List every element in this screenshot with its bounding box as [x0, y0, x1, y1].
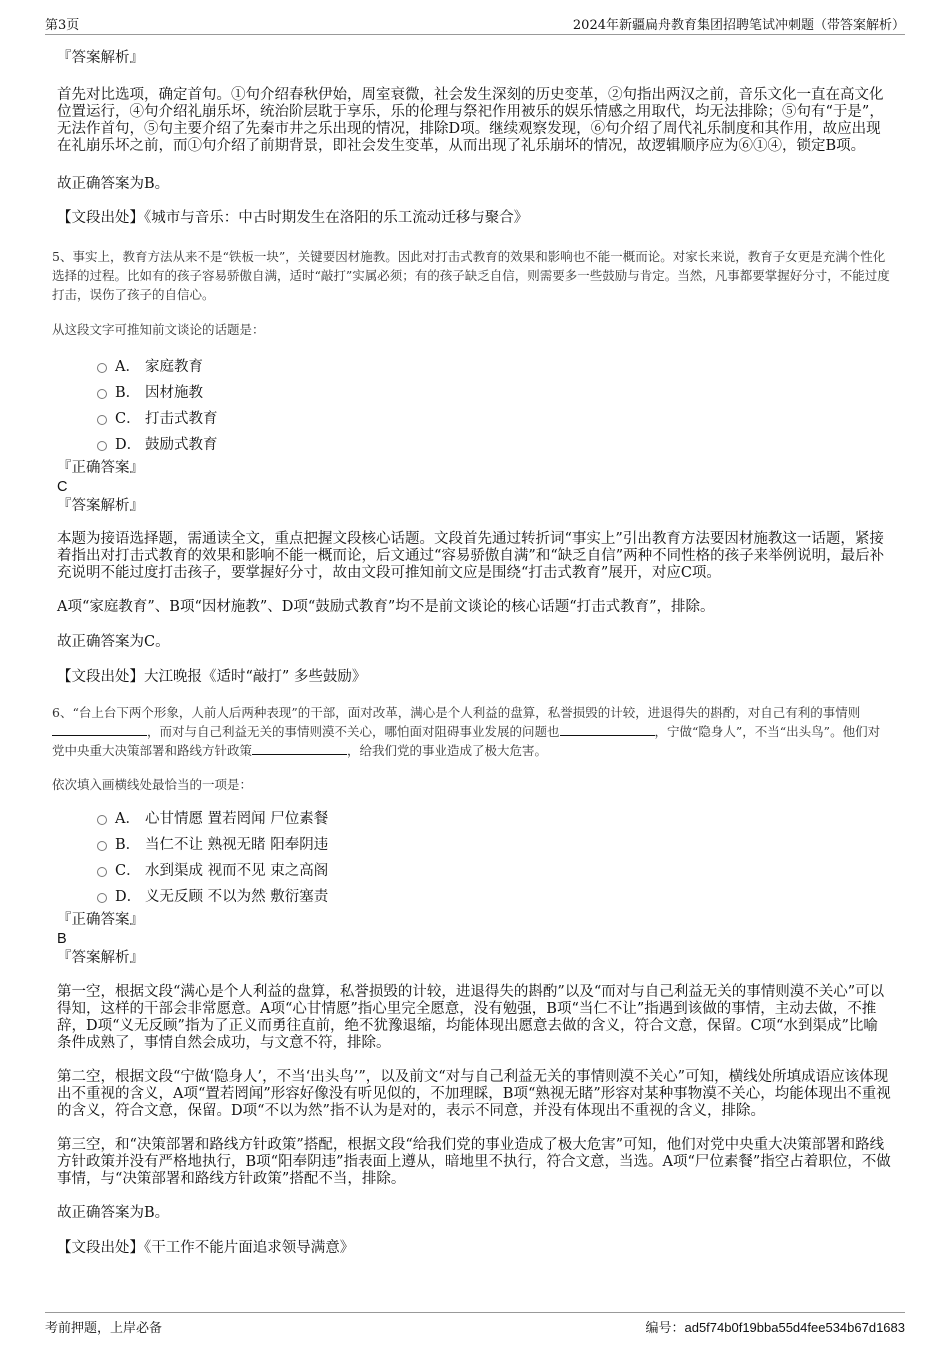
option-letter: D．: [115, 437, 142, 453]
code-label: 编号：: [645, 1321, 685, 1336]
q6-stem-part-1: 6、“台上台下两个形象，人前人后两种表现”的干部，面对改革，满心是个人利益的盘算，私誉损毁的计较，进退得失的斟酌，对自己有利的事情则: [52, 705, 861, 720]
footer-slogan: 考前押题，上岸必备: [45, 1321, 163, 1336]
q6-stem: [52, 703, 892, 760]
option-letter: D．: [115, 889, 142, 905]
page-number: 第3页: [45, 18, 80, 33]
q5-prompt: 从这段文字可推知前文谈论的话题是：: [52, 322, 265, 337]
q5-conclusion: 故正确答案为C。: [57, 634, 170, 650]
option-text: 家庭教育: [145, 359, 203, 375]
radio-icon[interactable]: [97, 363, 107, 373]
q5-analysis-paragraph-1: 本题为接语选择题，需通读全文，重点把握文段核心话题。文段首先通过转折词“事实上”引出教育方法要因材施教这一话题，紧接着指出对打击式教育的效果和影响不能一概而论，后文通过“容易骄傲自满”和“缺乏自信”两种不同性格的孩子来举例说明，最后补充说明不能过度打击孩子，要掌握好分寸，故由文段可推知前文应是围绕“打击式教育”展开，对应C项。: [57, 531, 885, 581]
page-header: [45, 12, 905, 35]
q6-conclusion: 故正确答案为B。: [57, 1205, 170, 1221]
q6-option-c[interactable]: [57, 858, 892, 884]
q6-option-d[interactable]: [57, 884, 892, 910]
q5-answer-label: 『正确答案』: [57, 460, 144, 476]
radio-icon[interactable]: [97, 841, 107, 851]
option-text: 因材施教: [145, 385, 203, 401]
q4-source: 【文段出处】《城市与音乐：中古时期发生在洛阳的乐工流动迁移与聚合》: [57, 210, 529, 226]
q5-option-c[interactable]: [57, 406, 892, 432]
radio-icon[interactable]: [97, 815, 107, 825]
q6-stem-part-3: ，宁做“隐身人”，不当“出头鸟”。他们对党中央重大决策部署和路线方针政策: [52, 724, 881, 758]
blank-line-1: [52, 723, 147, 736]
q6-stem-part-4: ，给我们党的事业造成了极大危害。: [347, 743, 548, 758]
option-letter: B．: [115, 385, 141, 401]
option-letter: A．: [115, 811, 140, 827]
q6-options: [57, 806, 892, 910]
q6-analysis-paragraph-3: 第三空，和“决策部署和路线方针政策”搭配，根据文段“给我们党的事业造成了极大危害”可知，他们对党中央重大决策部署和路线方针政策并没有严格地执行，B项“阳奉阴违”指表面上遵从，暗地里不执行，符合文意，当选。A项“尸位素餐”指空占着职位，不做事情，与“决策部署和路线方针政策”搭配不当，排除。: [57, 1137, 891, 1187]
q5-option-d[interactable]: [57, 432, 892, 458]
q6-answer-label: 『正确答案』: [57, 912, 144, 928]
q6-option-a[interactable]: [57, 806, 892, 832]
q5-source: 【文段出处】大江晚报《适时“敲打” 多些鼓励》: [57, 669, 367, 685]
q6-analysis-paragraph-1: 第一空，根据文段“满心是个人利益的盘算，私誉损毁的计较，进退得失的斟酌”以及“而对与自己利益无关的事情则漠不关心”可以得知，这样的干部会非常愿意。A项“心甘情愿”指心里完全愿意，没有勉强，B项“当仁不让”指遇到该做的事情，主动去做，不推辞，D项“义无反顾”指为了正义而勇往直前，绝不犹豫退缩，均能体现出愿意去做的含义，符合文意，保留。C项“水到渠成”比喻条件成熟了，事情自然会成功，与文意不符，排除。: [57, 984, 885, 1051]
q5-analysis-paragraph-2: A项“家庭教育”、B项“因材施教”、D项“鼓励式教育”均不是前文谈论的核心话题“打击式教育”，排除。: [57, 599, 715, 615]
page-footer: [45, 1312, 905, 1337]
document-code: [645, 1317, 905, 1336]
q6-analysis-label: 『答案解析』: [57, 950, 144, 966]
q4-conclusion: 故正确答案为B。: [57, 176, 170, 192]
q6-source: 【文段出处】《干工作不能片面追求领导满意》: [57, 1240, 355, 1256]
option-letter: B．: [115, 837, 141, 853]
blank-line-2: [560, 723, 655, 736]
q6-analysis-paragraph-2: 第二空，根据文段“宁做‘隐身人’，不当‘出头鸟’”，以及前文“对与自己利益无关的事情则漠不关心”可知，横线处所填成语应该体现出不重视的含义，A项“置若罔闻”形容好像没有听见似的，不加理睬，B项“熟视无睹”形容对某种事物漠不关心，均能体现出不重视的含义，符合文意，保留。D项“不以为然”指不认为是对的，表示不同意，并没有体现出不重视的含义，排除。: [57, 1069, 891, 1119]
document-title: 2024年新疆扁舟教育集团招聘笔试冲刺题（带答案解析）: [572, 18, 905, 33]
option-text: 鼓励式教育: [145, 437, 218, 453]
q5-option-a[interactable]: [57, 354, 892, 380]
option-text: 打击式教育: [145, 411, 218, 427]
option-text: 义无反顾 不以为然 敷衍塞责: [145, 889, 329, 905]
q5-analysis-label: 『答案解析』: [57, 498, 144, 514]
q6-answer: B: [57, 931, 67, 947]
q5-stem: 5、事实上，教育方法从来不是“铁板一块”，关键要因材施教。因此对打击式教育的效果和影响也不能一概而论。对家长来说，教育子女更是充满个性化选择的过程。比如有的孩子容易骄傲自满，适时“敲打”实属必须；有的孩子缺乏自信，则需要多一些鼓励与肯定。当然，凡事都要掌握好分寸，不能过度打击，误伤了孩子的自信心。: [52, 249, 890, 302]
page-content: [52, 44, 892, 1257]
q5-options: [57, 354, 892, 458]
radio-icon[interactable]: [97, 389, 107, 399]
option-letter: A．: [115, 359, 140, 375]
q4-analysis-paragraph: 首先对比选项，确定首句。①句介绍春秋伊始，周室衰微，社会发生深刻的历史变革，②句指出两汉之前，音乐文化一直在高文化位置运行，④句介绍礼崩乐坏，统治阶层耽于享乐，乐的伦理与祭祀作用被乐的娱乐情感之用取代，均无法排除；⑤句有“于是”，无法作首句，⑤句主要介绍了先秦市井之乐出现的情况，排除D项。继续观察发现，⑥句介绍了周代礼乐制度和其作用，故应出现在礼崩乐坏之前，而①句介绍了前期背景，即社会发生变革，从而出现了礼乐崩坏的情况，故逻辑顺序应为⑥①④，锁定B项。: [57, 87, 884, 154]
option-letter: C．: [115, 863, 141, 879]
option-letter: C．: [115, 411, 141, 427]
q6-prompt: 依次填入画横线处最恰当的一项是：: [52, 777, 253, 792]
option-text: 水到渠成 视而不见 束之高阁: [145, 863, 329, 879]
q4-analysis-label: 『答案解析』: [57, 50, 144, 66]
radio-icon[interactable]: [97, 893, 107, 903]
blank-line-3: [252, 742, 347, 755]
radio-icon[interactable]: [97, 415, 107, 425]
option-text: 当仁不让 熟视无睹 阳奉阴违: [145, 837, 329, 853]
q5-option-b[interactable]: [57, 380, 892, 406]
option-text: 心甘情愿 置若罔闻 尸位素餐: [145, 811, 329, 827]
q5-answer: C: [57, 479, 68, 495]
q6-stem-part-2: ，而对与自己利益无关的事情则漠不关心，哪怕面对阻碍事业发展的问题也: [147, 724, 560, 739]
q6-option-b[interactable]: [57, 832, 892, 858]
radio-icon[interactable]: [97, 441, 107, 451]
radio-icon[interactable]: [97, 867, 107, 877]
code-value: ad5f74b0f19bba55d4fee534b67d1683: [684, 1320, 905, 1335]
